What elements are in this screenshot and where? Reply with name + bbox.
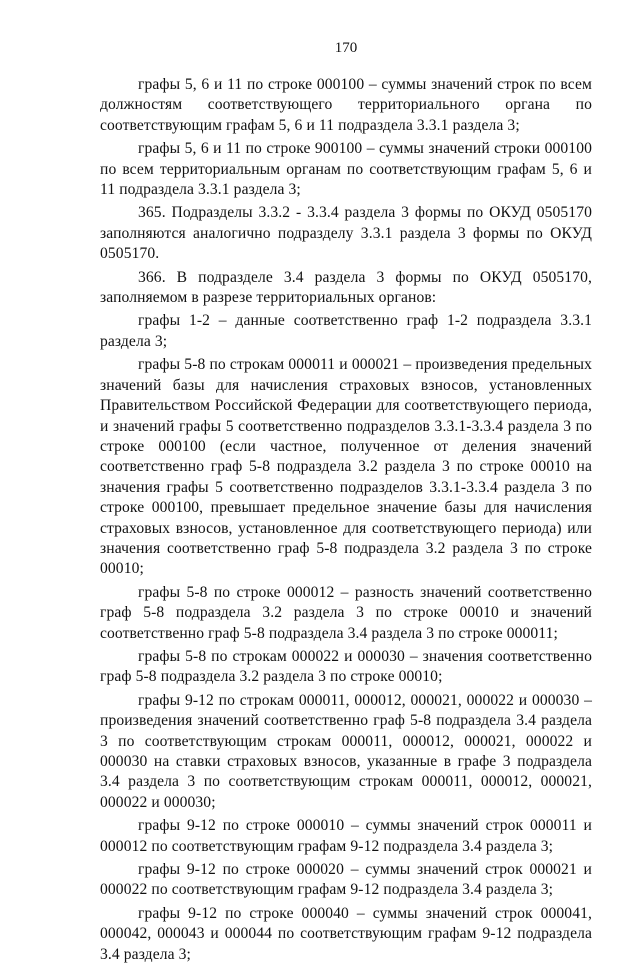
- paragraph-11: графы 9-12 по строке 000020 – суммы значений строк 000021 и 000022 по соответствующим графам 9-12 подраздела 3.4 раздела 3;: [100, 861, 592, 899]
- paragraph-365: 365. Подразделы 3.3.2 - 3.3.4 раздела 3 формы по ОКУД 0505170 заполняются аналогично подразделу 3.3.1 раздела 3 формы по ОКУД 0505170.: [100, 204, 592, 263]
- paragraph-12: графы 9-12 по строке 000040 – суммы значений строк 000041, 000042, 000043 и 000044 по соответствующим графам 9-12 подраздела 3.4 раздела 3;: [100, 904, 592, 963]
- paragraph-366: 366. В подразделе 3.4 раздела 3 формы по ОКУД 0505170, заполняемом в разрезе территориальных органов:: [100, 268, 592, 307]
- page-number: 170: [334, 40, 358, 56]
- paragraph-8: графы 5-8 по строкам 000022 и 000030 – значения соответственно граф 5-8 подраздела 3.2 раздела 3 по строке 00010;: [100, 647, 592, 686]
- paragraph-7: графы 5-8 по строке 000012 – разность значений соответственно граф 5-8 подраздела 3.2 раздела 3 по строке 00010 и значений соответственно граф 5-8 подраздела 3.4 раздела 3 по строке 000011;: [100, 583, 592, 642]
- paragraph-2: графы 5, 6 и 11 по строке 900100 – суммы значений строки 000100 по всем территориальным органам по соответствующим графам 5, 6 и 11 подраздела 3.3.1 раздела 3;: [100, 140, 592, 199]
- paragraph-9: графы 9-12 по строкам 000011, 000012, 000021, 000022 и 000030 – произведения значений соответственно граф 5-8 подраздела 3.4 раздела 3 по соответствующим строкам 000011, 000012, 000021, 000022 и 000030 на ставки страховых взносов, указанные в графе 3 подраздела 3.4 раздела 3 по соответствующим строкам 000011, 000012, 000021, 000022 и 000030;: [100, 691, 592, 811]
- paragraph-1: графы 5, 6 и 11 по строке 000100 – суммы значений строк по всем должностям соответствующего территориального органа по соответствующим графам 5, 6 и 11 подраздела 3.3.1 раздела 3;: [100, 76, 592, 134]
- paragraph-6: графы 5-8 по строкам 000011 и 000021 – произведения предельных значений базы для начисления страховых взносов, установленных Правительством Российской Федерации для соответствующего периода, и значений графы 5 соответственно подразделов 3.3.1-3.3.4 раздела 3 по строке 000100 (если частное, полученное от деления значений соответственно граф 5-8 подраздела 3.2 раздела 3 по строке 00010 на значения графы 5 соответственно подразделов 3.3.1-3.3.4 раздела 3 по строке 000100, превышает предельное значение базы для начисления страховых взносов, установленное для соответствующего периода) или значения соответственно граф 5-8 подраздела 3.2 раздела 3 по строке 00010;: [100, 356, 592, 578]
- paragraph-10: графы 9-12 по строке 000010 – суммы значений строк 000011 и 000012 по соответствующим графам 9-12 подраздела 3.4 раздела 3;: [100, 817, 592, 855]
- document-body: [100, 75, 592, 965]
- paragraph-5: графы 1-2 – данные соответственно граф 1-2 подраздела 3.3.1 раздела 3;: [100, 312, 592, 350]
